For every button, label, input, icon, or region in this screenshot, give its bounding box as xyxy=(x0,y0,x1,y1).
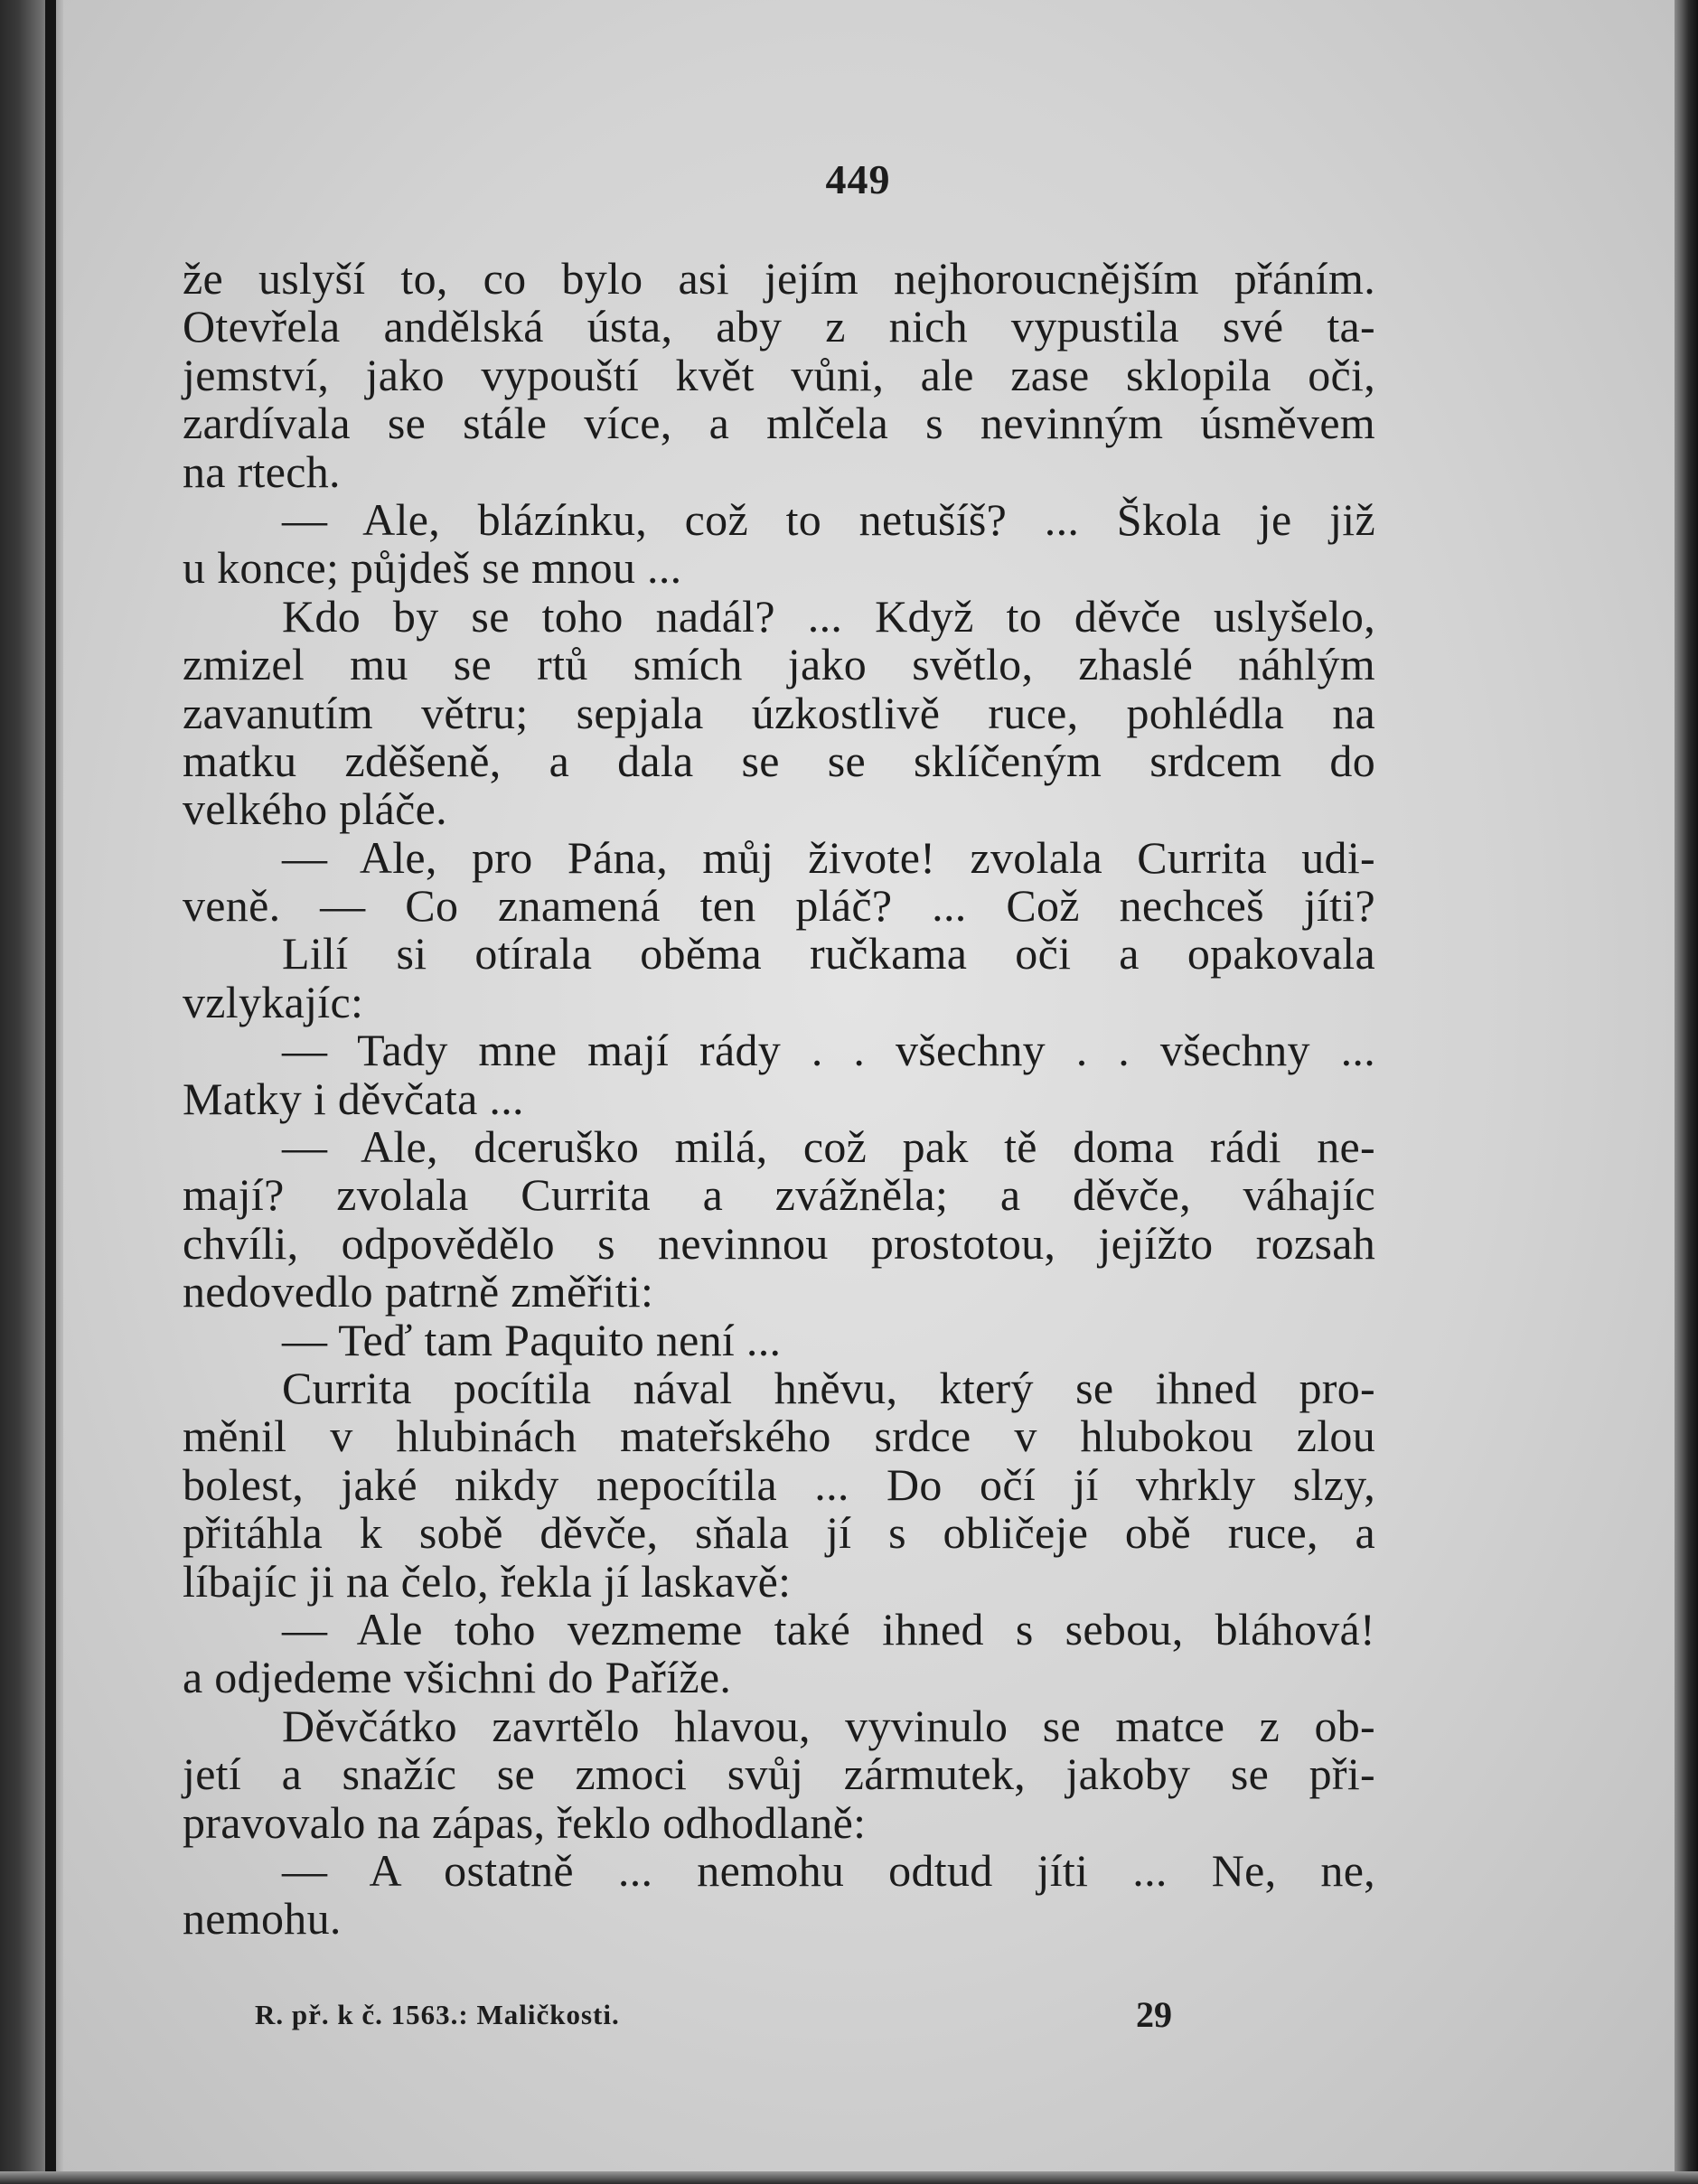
text-line: Otevřela andělská ústa, aby z nich vypustila své ta- xyxy=(183,301,1375,352)
text-line: měnil v hlubinách mateřského srdce v hlubokou zlou xyxy=(183,1411,1375,1462)
text-line: Kdo by se toho nadál? ... Když to děvče uslyšelo, xyxy=(282,590,1375,642)
text-line: — Ale, dceruško milá, což pak tě doma rádi ne- xyxy=(282,1121,1375,1173)
text-line: — Ale toho vezmeme také ihned s sebou, bláhová! xyxy=(282,1603,1375,1654)
sheet-number: 29 xyxy=(1136,1994,1172,2035)
text-line: Děvčátko zavrtělo hlavou, vyvinulo se matce z ob- xyxy=(282,1700,1375,1751)
text-line: že uslyší to, co bylo asi jejím nejhoroucnějším přáním. xyxy=(183,253,1375,304)
printer-signature: R. př. k č. 1563.: Maličkosti. xyxy=(255,1999,620,2030)
page-number: 449 xyxy=(825,156,891,202)
page-bottom-edge xyxy=(0,2171,1698,2184)
text-line: přitáhla k sobě děvče, sňala jí s obličeje obě ruce, a xyxy=(183,1507,1375,1559)
text-line: — Teď tam Paquito není ... xyxy=(282,1314,782,1365)
text-line: líbajíc ji na čelo, řekla jí laskavě: xyxy=(183,1555,792,1607)
text-line: jemství, jako vypouští květ vůni, ale zase sklopila oči, xyxy=(183,349,1375,400)
page-right-edge xyxy=(1675,0,1698,2184)
text-line: Matky i děvčata ... xyxy=(183,1073,524,1124)
text-line: matku zděšeně, a dala se se sklíčeným srdcem do xyxy=(183,735,1375,786)
text-line: u konce; půjdeš se mnou ... xyxy=(183,542,682,594)
text-line: chvíli, odpovědělo s nevinnou prostotou, jejížto rozsah xyxy=(183,1217,1375,1269)
text-line: — Tady mne mají rády . . všechny . . všechny ... xyxy=(282,1025,1375,1076)
text-line: vzlykajíc: xyxy=(183,976,364,1027)
spine-edge-line xyxy=(45,0,56,2184)
page-footer xyxy=(183,1981,1375,2035)
text-line: — A ostatně ... nemohu odtud jíti ... Ne, ne, xyxy=(282,1844,1375,1896)
text-line: a odjedeme všichni do Paříže. xyxy=(183,1652,732,1703)
body-text xyxy=(183,255,1375,1944)
text-line: velkého pláče. xyxy=(183,783,447,835)
text-line: pravovalo na zápas, řeklo odhodlaně: xyxy=(183,1796,867,1848)
text-line: zardívala se stále více, a mlčela s nevinným úsměvem xyxy=(183,398,1375,449)
text-line: zmizel mu se rtů smích jako světlo, zhaslé náhlým xyxy=(183,639,1375,690)
text-line: nemohu. xyxy=(183,1893,342,1945)
text-line: mají? zvolala Currita a zvážněla; a děvče, váhajíc xyxy=(183,1169,1375,1221)
text-line: bolest, jaké nikdy nepocítila ... Do očí jí vhrkly slzy, xyxy=(183,1458,1375,1510)
text-line: — Ale, pro Pána, můj živote! zvolala Currita udi- xyxy=(282,831,1375,883)
text-line: Currita pocítila nával hněvu, který se ihned pro- xyxy=(282,1362,1375,1413)
text-line: jetí a snažíc se zmoci svůj zármutek, jakoby se při- xyxy=(183,1748,1375,1800)
text-line: na rtech. xyxy=(183,445,341,497)
text-line: nedovedlo patrně změřiti: xyxy=(183,1266,654,1317)
text-line: Lilí si otírala oběma ručkama oči a opakovala xyxy=(282,928,1375,980)
text-line: zavanutím větru; sepjala úzkostlivě ruce, pohlédla na xyxy=(183,687,1375,738)
text-line: — Ale, blázínku, což to netušíš? ... Škola je již xyxy=(282,493,1375,545)
text-line: veně. — Co znamená ten pláč? ... Což nechceš jíti? xyxy=(183,880,1375,932)
